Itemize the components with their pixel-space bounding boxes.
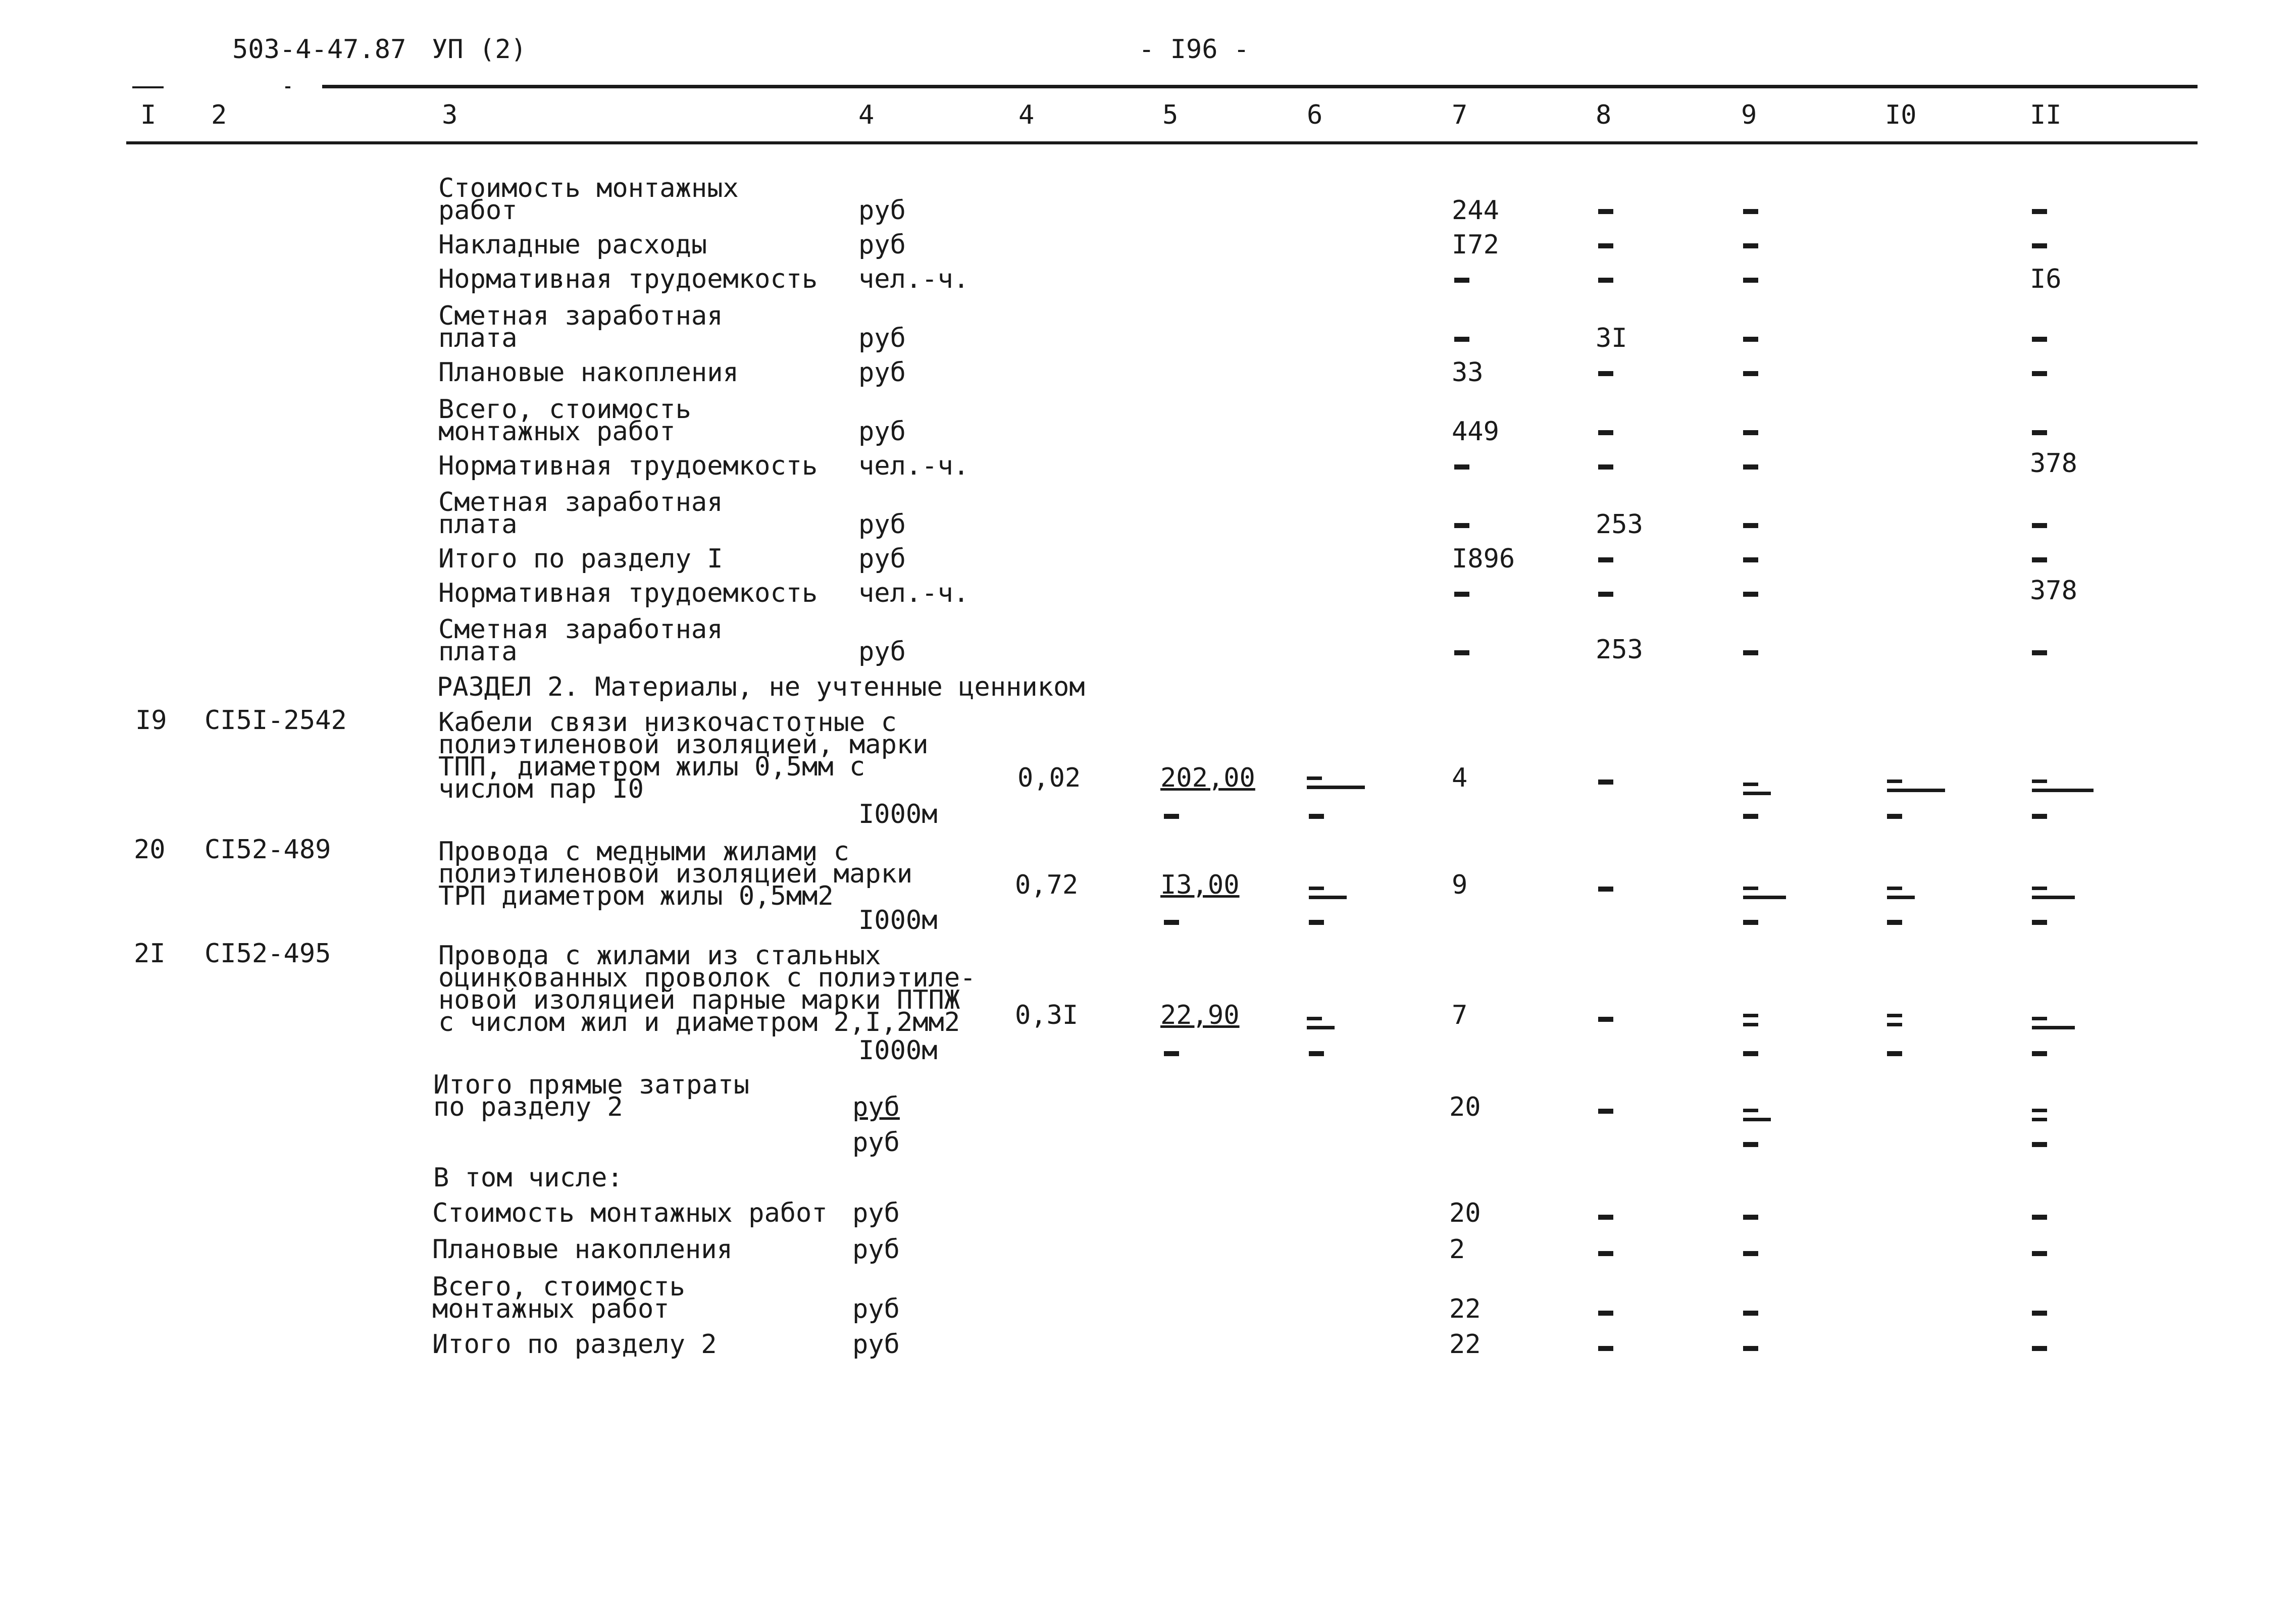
summary-value: 2 [1449,1234,1465,1265]
item-code: CI52-495 [205,939,331,969]
row-name: Всего, стоимость [438,394,691,425]
dash-mark [2032,337,2047,342]
row-name: плата [438,509,518,540]
dash-mark [1598,278,1613,283]
summary-name: Итого прямые затраты [433,1070,750,1100]
dash-mark [1598,464,1613,470]
item-name: Провода с жилами из стальных [438,941,881,971]
dash-mark [1743,209,1758,214]
dash-mark [2032,1051,2047,1056]
dash-mark [2032,209,2047,214]
row-value: 244 [1452,195,1499,226]
dash-mark [1743,592,1758,597]
item-name: ТРП диаметром жилы 0,5мм2 [438,881,834,911]
summary-name: Стоимость монтажных работ [432,1198,828,1228]
dash-mark [1598,430,1613,435]
dash-mark [1454,523,1469,528]
row-value: 253 [1596,635,1643,665]
dash-mark [1598,1109,1613,1114]
dash-mark [1598,1215,1613,1220]
dash-fraction-mark [1887,1014,1902,1032]
dash-mark [1598,1311,1613,1316]
row-value: I72 [1452,230,1499,260]
item-number: I9 [135,705,167,736]
dash-mark [1598,780,1613,785]
doc-code: 503-4-47.87 [232,34,406,65]
dash-mark [2032,920,2047,925]
dash-fraction-mark [1887,780,1945,798]
dash-mark [1743,1251,1758,1256]
dash-mark [1743,430,1758,435]
item-name: полиэтиленовой изоляцией марки [438,859,913,889]
row-value: 253 [1596,509,1643,540]
row-unit: руб [858,195,906,226]
col-header-4b: 4 [1018,100,1035,130]
summary-unit: руб [852,1294,900,1324]
row-unit: руб [858,509,906,540]
dash-mark [1743,1311,1758,1316]
row-name: Сметная заработная [438,614,723,645]
summary-unit: руб [852,1234,900,1265]
row-unit: чел.-ч. [858,264,970,294]
summary-unit: руб [852,1198,900,1228]
dash-mark [1887,814,1902,819]
dash-fraction-mark [1887,887,1915,905]
row-value: I6 [2030,264,2062,294]
row-value: 3I [1596,323,1627,353]
item-name: оцинкованных проволок с полиэтиле- [438,963,976,993]
row-value: 33 [1452,357,1484,388]
item-price: I3,00 [1160,870,1240,900]
dash-mark [2032,650,2047,655]
dash-mark [2032,523,2047,528]
dash-mark [1164,920,1179,925]
col-header-1: I [140,100,157,130]
dash-mark [1598,592,1613,597]
summary-value: 22 [1449,1329,1481,1360]
item-name: с числом жил и диаметром 2,I,2мм2 [438,1007,960,1037]
dash-mark [1598,1251,1613,1256]
row-name: Нормативная трудоемкость [438,451,818,481]
summary-name: Всего, стоимость [432,1272,685,1302]
dash-mark [1743,1346,1758,1351]
row-unit: руб [858,323,906,353]
col-header-6: 6 [1307,100,1323,130]
dash-mark [1743,814,1758,819]
row-unit: руб [858,230,906,260]
item-price: 22,90 [1160,1000,1240,1030]
summary-value: 20 [1449,1198,1481,1228]
dash-mark [2032,1311,2047,1316]
dash-mark [1309,814,1324,819]
row-name: Нормативная трудоемкость [438,264,818,294]
summary-unit: руб [852,1127,900,1158]
col-header-7: 7 [1452,100,1468,130]
col-header-9: 9 [1741,100,1757,130]
dash-mark [2032,814,2047,819]
dash-mark [1454,337,1469,342]
summary-unit: руб [852,1329,900,1360]
dash-mark [1454,592,1469,597]
row-name: плата [438,323,518,353]
summary-value: 20 [1449,1092,1481,1122]
item-code: CI5I-2542 [205,705,347,736]
dash-fraction-mark [2032,1017,2075,1035]
dash-mark [1743,920,1758,925]
row-value: 449 [1452,417,1499,447]
row-value: 378 [2030,576,2077,606]
col-header-4: 4 [858,100,875,130]
dash-mark [1598,1017,1613,1022]
dash-fraction-mark [2032,780,2094,798]
dash-mark [2032,1346,2047,1351]
dash-mark [1887,1051,1902,1056]
including-label: В том числе: [433,1163,623,1193]
item-number: 20 [134,835,166,865]
dash-fraction-mark [1743,783,1771,801]
row-value: 378 [2030,448,2077,479]
summary-name: монтажных работ [432,1294,670,1324]
row-name: Стоимость монтажных [438,173,739,203]
dash-mark [1743,557,1758,562]
dash-mark [1598,209,1613,214]
dash-mark [1743,371,1758,376]
dash-fraction-mark [1743,887,1786,905]
row-name: Нормативная трудоемкость [438,578,818,608]
row-name: Сметная заработная [438,301,723,331]
section-heading: РАЗДЕЛ 2. Материалы, не учтенные ценником [437,672,1085,702]
col-header-5: 5 [1162,100,1179,130]
top-rule-segment [285,86,290,88]
item-qty: 0,02 [1017,763,1081,793]
dash-mark [1743,523,1758,528]
item-value: 4 [1452,763,1468,793]
row-unit: руб [858,357,906,388]
row-name: Накладные расходы [438,230,707,260]
dash-mark [2032,1251,2047,1256]
row-name: Итого по разделу I [438,544,723,574]
header-bottom-rule [126,141,2198,144]
row-name: монтажных работ [438,417,676,447]
album-label: УП (2) [432,34,527,65]
dash-fraction-mark [1743,1109,1771,1127]
dash-mark [1743,1051,1758,1056]
item-value: 9 [1452,870,1468,900]
item-qty: 0,72 [1015,870,1079,900]
dash-mark [1309,920,1324,925]
dash-mark [1454,464,1469,470]
row-name: работ [438,195,518,226]
summary-name: по разделу 2 [433,1092,623,1122]
item-unit: I000м [858,799,938,829]
item-price: 202,00 [1160,763,1255,793]
dash-mark [1743,243,1758,248]
item-name: полиэтиленовой изоляцией, марки [438,730,929,760]
dash-fraction-mark [2032,887,2075,905]
dash-mark [1743,464,1758,470]
dash-fraction-mark [1743,1014,1758,1032]
dash-mark [2032,243,2047,248]
col-header-3: 3 [442,100,458,130]
dash-mark [1164,1051,1179,1056]
row-name: Сметная заработная [438,487,723,517]
dash-mark [1743,278,1758,283]
col-header-10: I0 [1885,100,1917,130]
dash-mark [1743,650,1758,655]
page-number: - I96 - [1139,34,1250,65]
summary-name: Итого по разделу 2 [432,1329,717,1360]
dash-mark [1598,887,1613,892]
row-name: плата [438,637,518,667]
item-code: CI52-489 [205,835,331,865]
dash-mark [1743,1142,1758,1147]
dash-mark [1454,278,1469,283]
row-name: Плановые накопления [438,357,739,388]
dash-mark [1887,920,1902,925]
summary-value: 22 [1449,1294,1481,1324]
dash-mark [1598,243,1613,248]
dash-mark [2032,430,2047,435]
dash-mark [1598,371,1613,376]
dash-fraction-mark [1309,887,1347,905]
item-name: Кабели связи низкочастотные с [438,707,897,738]
col-header-8: 8 [1596,100,1612,130]
row-unit: руб [858,544,906,574]
dash-mark [1743,1215,1758,1220]
dash-mark [2032,371,2047,376]
row-unit: чел.-ч. [858,578,970,608]
dash-mark [1598,1346,1613,1351]
dash-mark [1454,650,1469,655]
dash-mark [2032,1142,2047,1147]
row-unit: руб [858,637,906,667]
col-header-2: 2 [211,100,227,130]
col-header-11: II [2030,100,2062,130]
item-value: 7 [1452,1000,1468,1030]
dash-mark [2032,1215,2047,1220]
dash-mark [2032,557,2047,562]
item-unit: I000м [858,905,938,936]
top-rule [322,85,2198,88]
item-unit: I000м [858,1035,938,1066]
summary-unit: руб [852,1092,900,1122]
row-unit: чел.-ч. [858,451,970,481]
dash-fraction-mark [1307,776,1365,795]
dash-mark [1598,557,1613,562]
dash-fraction-mark [1307,1017,1335,1035]
row-unit: руб [858,417,906,447]
item-name: числом пар I0 [438,774,644,804]
dash-mark [1309,1051,1324,1056]
dash-mark [1164,814,1179,819]
item-name: ТПП, диаметром жилы 0,5мм с [438,752,865,782]
item-qty: 0,3I [1015,1000,1079,1030]
row-value: I896 [1452,544,1515,574]
item-name: новой изоляцией парные марки ПТПЖ [438,985,960,1015]
item-number: 2I [134,939,166,969]
item-name: Провода с медными жилами с [438,837,849,867]
top-rule-segment [132,86,164,88]
summary-name: Плановые накопления [432,1234,733,1265]
dash-fraction-mark [2032,1109,2047,1127]
dash-mark [1743,337,1758,342]
